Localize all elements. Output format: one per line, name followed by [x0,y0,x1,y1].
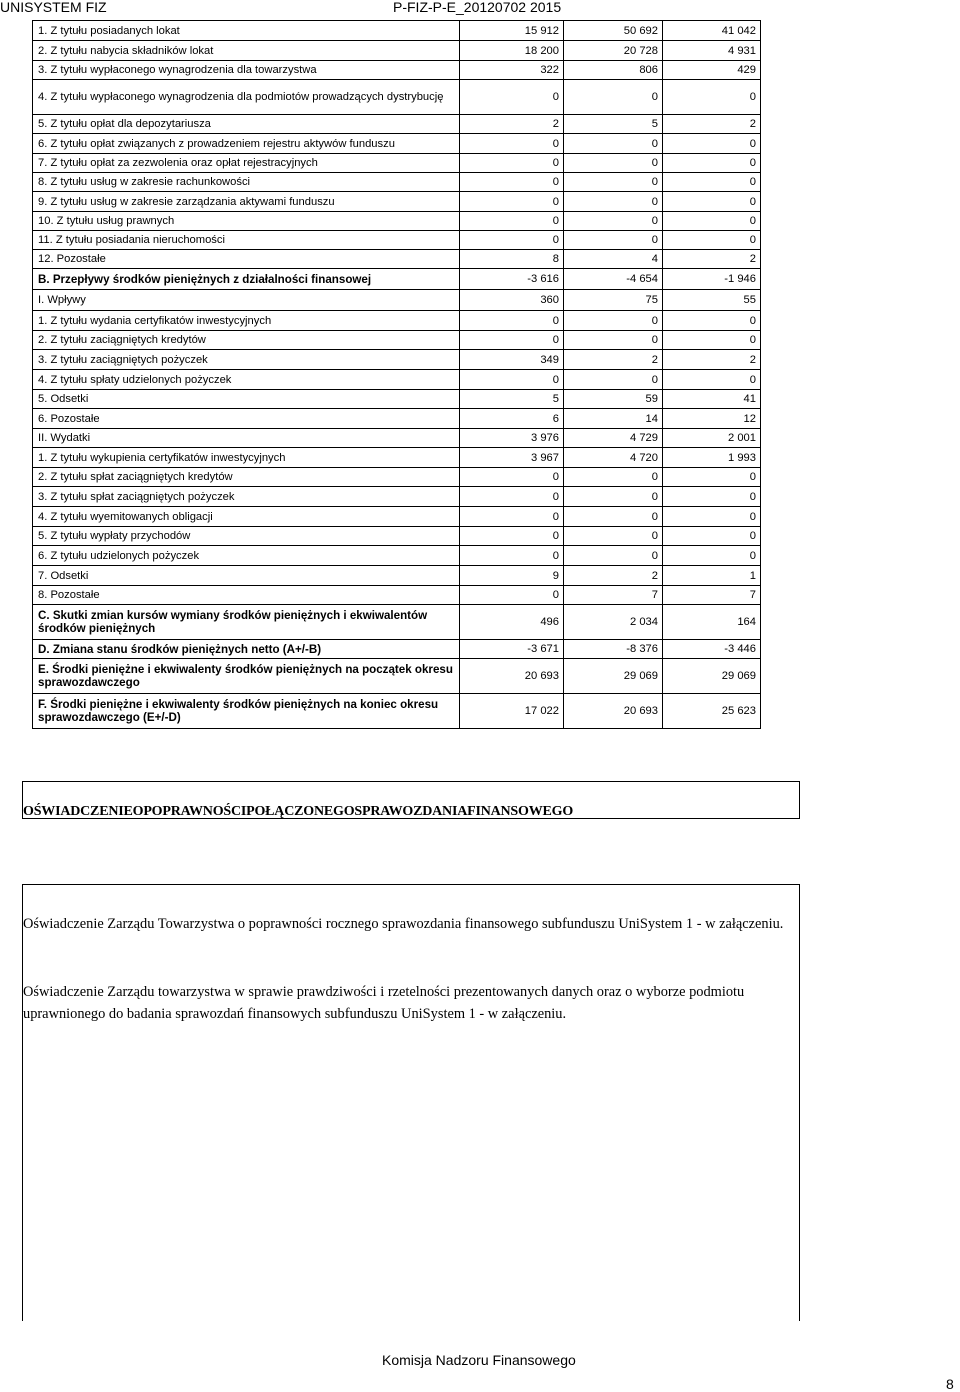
row-label: 5. Odsetki [33,390,460,409]
value-col-1: 0 [460,311,564,331]
row-label: B. Przepływy środków pieniężnych z działalności finansowej [33,269,460,290]
value-col-2: 4 729 [564,429,663,448]
table-row [33,546,761,566]
value-col-1: 349 [460,350,564,370]
row-label: 4. Z tytułu wyemitowanych obligacji [33,507,460,527]
value-col-3: 1 993 [663,448,761,468]
row-label: 8. Z tytułu usług w zakresie rachunkowości [33,173,460,192]
value-col-3: 0 [663,507,761,527]
value-col-1: 496 [460,605,564,640]
value-col-2: 0 [564,80,663,115]
value-col-2: 2 034 [564,605,663,640]
value-col-3: 0 [663,154,761,173]
row-label: 5. Z tytułu wypłaty przychodów [33,527,460,546]
value-col-3: 41 042 [663,21,761,41]
table-row [33,250,761,269]
table-row [33,566,761,586]
value-col-2: 0 [564,311,663,331]
value-col-3: 0 [663,487,761,507]
value-col-1: 0 [460,80,564,115]
table-row [33,173,761,192]
value-col-1: 2 [460,115,564,134]
table-row [33,448,761,468]
row-label: D. Zmiana stanu środków pieniężnych netto (A+/-B) [33,640,460,659]
value-col-1: 17 022 [460,694,564,729]
table-row [33,468,761,487]
value-col-2: 14 [564,409,663,429]
value-col-3: 0 [663,527,761,546]
row-label: 4. Z tytułu spłaty udzielonych pożyczek [33,370,460,390]
cash-flow-table [32,20,761,729]
value-col-1: 0 [460,231,564,250]
statement-title: OŚWIADCZENIEOPOPRAWNOŚCIPOŁĄCZONEGOSPRAWOZDANIAFINANSOWEGO [23,804,574,819]
value-col-2: 2 [564,566,663,586]
row-label: 2. Z tytułu spłat zaciągniętych kredytów [33,468,460,487]
value-col-2: 2 [564,350,663,370]
value-col-3: 2 [663,115,761,134]
value-col-3: 7 [663,586,761,605]
value-col-2: 20 728 [564,41,663,61]
value-col-1: 0 [460,370,564,390]
row-label: F. Środki pieniężne i ekwiwalenty środków pieniężnych na koniec okresu sprawozdawczego (E+/-D) [33,694,460,729]
value-col-2: 29 069 [564,659,663,694]
table-row [33,487,761,507]
row-label: 1. Z tytułu wydania certyfikatów inwestycyjnych [33,311,460,331]
table-row [33,527,761,546]
value-col-1: 0 [460,468,564,487]
value-col-3: 0 [663,311,761,331]
table-row [33,154,761,173]
fund-name: UNISYSTEM FIZ [0,0,107,15]
value-col-1: 0 [460,507,564,527]
value-col-2: 0 [564,331,663,350]
row-label: 6. Z tytułu opłat związanych z prowadzeniem rejestru aktywów funduszu [33,134,460,154]
value-col-3: -3 446 [663,640,761,659]
value-col-1: -3 616 [460,269,564,290]
value-col-2: 4 720 [564,448,663,468]
table-row [33,311,761,331]
table-row [33,290,761,311]
row-label: 2. Z tytułu zaciągniętych kredytów [33,331,460,350]
value-col-2: 0 [564,468,663,487]
value-col-3: 4 931 [663,41,761,61]
table-row [33,212,761,231]
value-col-3: 0 [663,134,761,154]
value-col-2: 50 692 [564,21,663,41]
value-col-2: 0 [564,487,663,507]
value-col-1: 0 [460,527,564,546]
row-label: 9. Z tytułu usług w zakresie zarządzania aktywami funduszu [33,192,460,212]
table-row [33,21,761,41]
value-col-1: 0 [460,212,564,231]
row-label: 3. Z tytułu wypłaconego wynagrodzenia dla towarzystwa [33,61,460,80]
value-col-3: 55 [663,290,761,311]
value-col-3: 0 [663,80,761,115]
value-col-2: -4 654 [564,269,663,290]
value-col-2: 806 [564,61,663,80]
value-col-2: 20 693 [564,694,663,729]
value-col-1: 0 [460,154,564,173]
value-col-1: 0 [460,192,564,212]
value-col-1: 5 [460,390,564,409]
row-label: 3. Z tytułu spłat zaciągniętych pożyczek [33,487,460,507]
value-col-1: 3 967 [460,448,564,468]
row-label: C. Skutki zmian kursów wymiany środków pieniężnych i ekwiwalentów środków pieniężnych [33,605,460,640]
table-row [33,41,761,61]
value-col-2: 59 [564,390,663,409]
row-label: 1. Z tytułu wykupienia certyfikatów inwestycyjnych [33,448,460,468]
value-col-2: 0 [564,212,663,231]
page-header [0,0,960,20]
page-number: 8 [946,1376,954,1392]
row-label: 10. Z tytułu usług prawnych [33,212,460,231]
value-col-3: 2 [663,350,761,370]
value-col-3: 0 [663,546,761,566]
value-col-2: 0 [564,546,663,566]
value-col-1: 0 [460,546,564,566]
row-label: 4. Z tytułu wypłaconego wynagrodzenia dla podmiotów prowadzących dystrybucję [33,80,460,115]
form-code: P-FIZ-P-E_20120702 2015 [393,0,562,15]
value-col-1: 18 200 [460,41,564,61]
value-col-1: -3 671 [460,640,564,659]
row-label: 8. Pozostałe [33,586,460,605]
value-col-1: 20 693 [460,659,564,694]
value-col-1: 0 [460,173,564,192]
value-col-2: 0 [564,527,663,546]
value-col-2: 0 [564,192,663,212]
row-label: 6. Z tytułu udzielonych pożyczek [33,546,460,566]
row-label: 1. Z tytułu posiadanych lokat [33,21,460,41]
row-label: 11. Z tytułu posiadania nieruchomości [33,231,460,250]
value-col-3: 41 [663,390,761,409]
value-col-3: 1 [663,566,761,586]
table-row [33,409,761,429]
statement-title-box [22,781,800,819]
value-col-1: 0 [460,331,564,350]
value-col-1: 360 [460,290,564,311]
table-row [33,269,761,290]
value-col-3: 2 [663,250,761,269]
value-col-2: 75 [564,290,663,311]
statement-paragraph-1: Oświadczenie Zarządu Towarzystwa o poprawności rocznego sprawozdania finansowego subfunduszu UniSystem 1 - w załączeniu. [23,916,784,932]
row-label: 6. Pozostałe [33,409,460,429]
value-col-1: 3 976 [460,429,564,448]
value-col-2: 7 [564,586,663,605]
value-col-3: 0 [663,331,761,350]
row-label: 5. Z tytułu opłat dla depozytariusza [33,115,460,134]
statement-paragraph-2: Oświadczenie Zarządu towarzystwa w sprawie prawdziwości i rzetelności prezentowanych danych oraz o wyborze podmiotu uprawnionego do badania sprawozdań finansowych subfunduszu UniSystem 1 - w załączeniu. [23,984,745,1022]
table-row [33,586,761,605]
table-row [33,370,761,390]
row-label: 2. Z tytułu nabycia składników lokat [33,41,460,61]
value-col-2: 0 [564,173,663,192]
value-col-2: 4 [564,250,663,269]
table-row [33,640,761,659]
table-row [33,507,761,527]
value-col-2: 0 [564,134,663,154]
value-col-2: -8 376 [564,640,663,659]
value-col-3: 0 [663,231,761,250]
value-col-1: 0 [460,586,564,605]
value-col-1: 15 912 [460,21,564,41]
value-col-1: 8 [460,250,564,269]
table-row [33,694,761,729]
value-col-2: 5 [564,115,663,134]
row-label: 7. Z tytułu opłat za zezwolenia oraz opłat rejestracyjnych [33,154,460,173]
value-col-3: 0 [663,212,761,231]
value-col-3: 25 623 [663,694,761,729]
table-row [33,429,761,448]
value-col-3: 0 [663,192,761,212]
value-col-1: 322 [460,61,564,80]
value-col-1: 6 [460,409,564,429]
value-col-2: 0 [564,154,663,173]
value-col-3: 164 [663,605,761,640]
value-col-3: 429 [663,61,761,80]
table-row [33,61,761,80]
value-col-3: 0 [663,468,761,487]
table-row [33,605,761,640]
table-row [33,390,761,409]
table-row [33,115,761,134]
table-row [33,192,761,212]
table-row [33,331,761,350]
row-label: 7. Odsetki [33,566,460,586]
value-col-3: 0 [663,370,761,390]
value-col-3: 12 [663,409,761,429]
table-row [33,350,761,370]
table-row [33,231,761,250]
table-row [33,80,761,115]
row-label: II. Wydatki [33,429,460,448]
value-col-3: 0 [663,173,761,192]
value-col-3: 2 001 [663,429,761,448]
value-col-2: 0 [564,231,663,250]
value-col-3: 29 069 [663,659,761,694]
row-label: E. Środki pieniężne i ekwiwalenty środków pieniężnych na początek okresu sprawozdawczego [33,659,460,694]
value-col-3: -1 946 [663,269,761,290]
row-label: 12. Pozostałe [33,250,460,269]
table-row [33,134,761,154]
value-col-2: 0 [564,507,663,527]
value-col-1: 0 [460,134,564,154]
statement-body-box [22,884,800,1321]
value-col-1: 9 [460,566,564,586]
value-col-1: 0 [460,487,564,507]
footer-text: Komisja Nadzoru Finansowego [382,1352,576,1368]
table-row [33,659,761,694]
row-label: I. Wpływy [33,290,460,311]
value-col-2: 0 [564,370,663,390]
row-label: 3. Z tytułu zaciągniętych pożyczek [33,350,460,370]
